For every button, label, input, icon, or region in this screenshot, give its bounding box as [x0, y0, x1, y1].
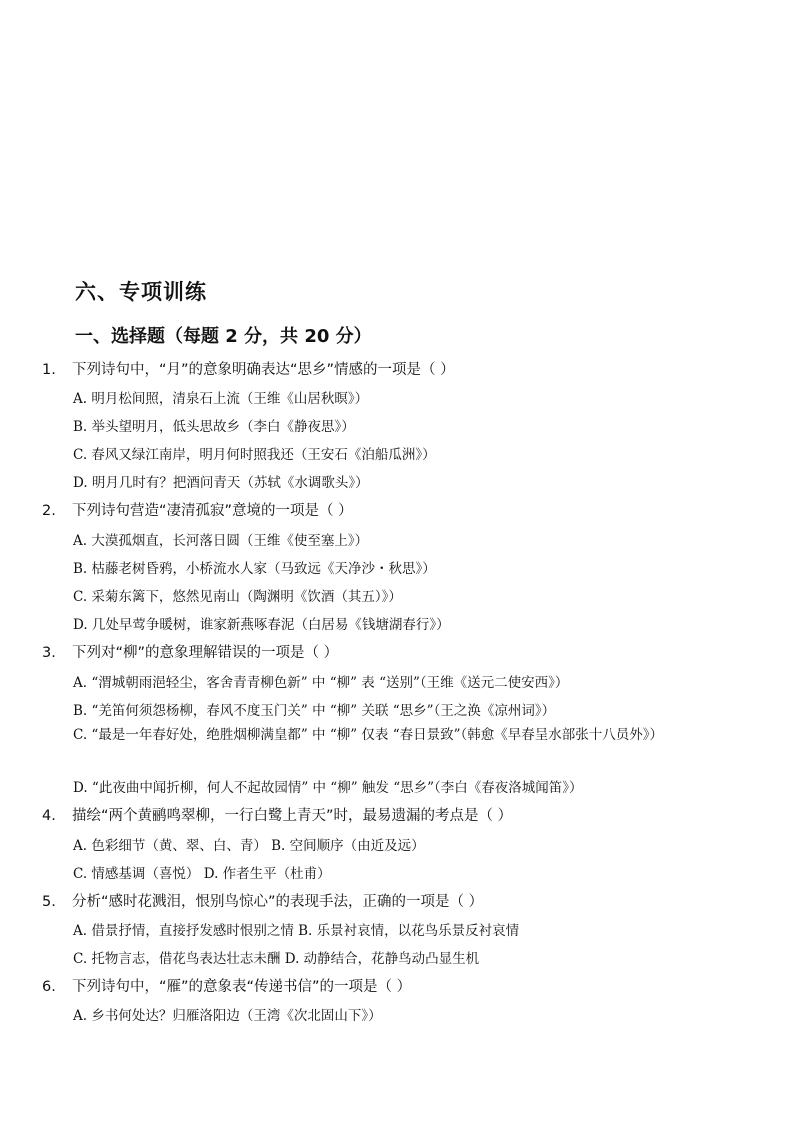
section-title: 六、专项训练	[75, 280, 207, 304]
question-stem: 下列对“柳”的意象理解错误的一项是（ ）	[72, 645, 339, 661]
option-1b: B. 举头望明月，低头思故乡（李白《静夜思》）	[73, 419, 355, 435]
question-2	[42, 499, 353, 520]
question-stem: 描绘“两个黄鹂鸣翠柳，一行白鹭上青天”时，最易遗漏的考点是（ ）	[72, 808, 513, 824]
option-6a: A. 乡书何处达？归雁洛阳边（王湾《次北固山下》）	[73, 1008, 382, 1024]
question-stem: 下列诗句营造“凄清孤寂”意境的一项是（ ）	[72, 503, 353, 519]
question-number: 1.	[42, 362, 56, 378]
question-stem: 下列诗句中，“月”的意象明确表达“思乡”情感的一项是（ ）	[72, 362, 455, 378]
option-5cd: C. 托物言志，借花鸟表达壮志未酬 D. 动静结合，花静鸟动凸显生机	[73, 951, 480, 967]
option-3c: C. “最是一年春好处，绝胜烟柳满皇都” 中 “柳” 仅表 “春日景致”（韩愈《早春呈水部张十八员外》）	[73, 727, 664, 743]
question-number: 4.	[42, 808, 56, 824]
option-3d: D. “此夜曲中闻折柳，何人不起故园情” 中 “柳” 触发 “思乡”（李白《春夜洛城闻笛》）	[73, 780, 583, 796]
option-5ab: A. 借景抒情，直接抒发感时恨别之情 B. 乐景衬哀情，以花鸟乐景反衬哀情	[73, 923, 520, 939]
question-5	[42, 890, 483, 911]
option-1c: C. 春风又绿江南岸，明月何时照我还（王安石《泊船瓜洲》）	[73, 447, 436, 463]
option-2b: B. 枯藤老树昏鸦，小桥流水人家（马致远《天净沙・秋思》）	[73, 561, 436, 577]
question-stem: 下列诗句中，“雁”的意象表“传递书信”的一项是（ ）	[72, 979, 412, 995]
option-4ab: A. 色彩细节（黄、翠、白、青） B. 空间顺序（由近及远）	[73, 838, 425, 854]
option-2a: A. 大漠孤烟直，长河落日圆（王维《使至塞上》）	[73, 533, 369, 549]
option-1d: D. 明月几时有？把酒问青天（苏轼《水调歌头》）	[73, 475, 369, 491]
question-4	[42, 804, 512, 825]
option-3b: B. “羌笛何须怨杨柳，春风不度玉门关” 中 “柳” 关联 “思乡”（王之涣《凉州词》）	[73, 703, 556, 719]
option-2d: D. 几处早莺争暖树，谁家新燕啄春泥（白居易《钱塘湖春行》）	[73, 617, 450, 633]
question-number: 5.	[42, 894, 56, 910]
question-1	[42, 358, 455, 379]
question-3	[42, 641, 338, 662]
subsection-title: 一、选择题（每题 2 分，共 20 分）	[75, 326, 372, 347]
option-3a: A. “渭城朝雨浥轻尘，客舍青青柳色新” 中 “柳” 表 “送别”（王维《送元二使安西》）	[73, 675, 569, 691]
question-number: 2.	[42, 503, 56, 519]
question-6	[42, 975, 411, 996]
question-number: 6.	[42, 979, 56, 995]
question-number: 3.	[42, 645, 56, 661]
option-1a: A. 明月松间照，清泉石上流（王维《山居秋暝》）	[73, 391, 369, 407]
option-4cd: C. 情感基调（喜悦） D. 作者生平（杜甫）	[73, 866, 331, 882]
question-stem: 分析“感时花溅泪，恨别鸟惊心”的表现手法，正确的一项是（ ）	[72, 894, 484, 910]
option-2c: C. 采菊东篱下，悠然见南山（陶渊明《饮酒（其五）》）	[73, 589, 402, 605]
